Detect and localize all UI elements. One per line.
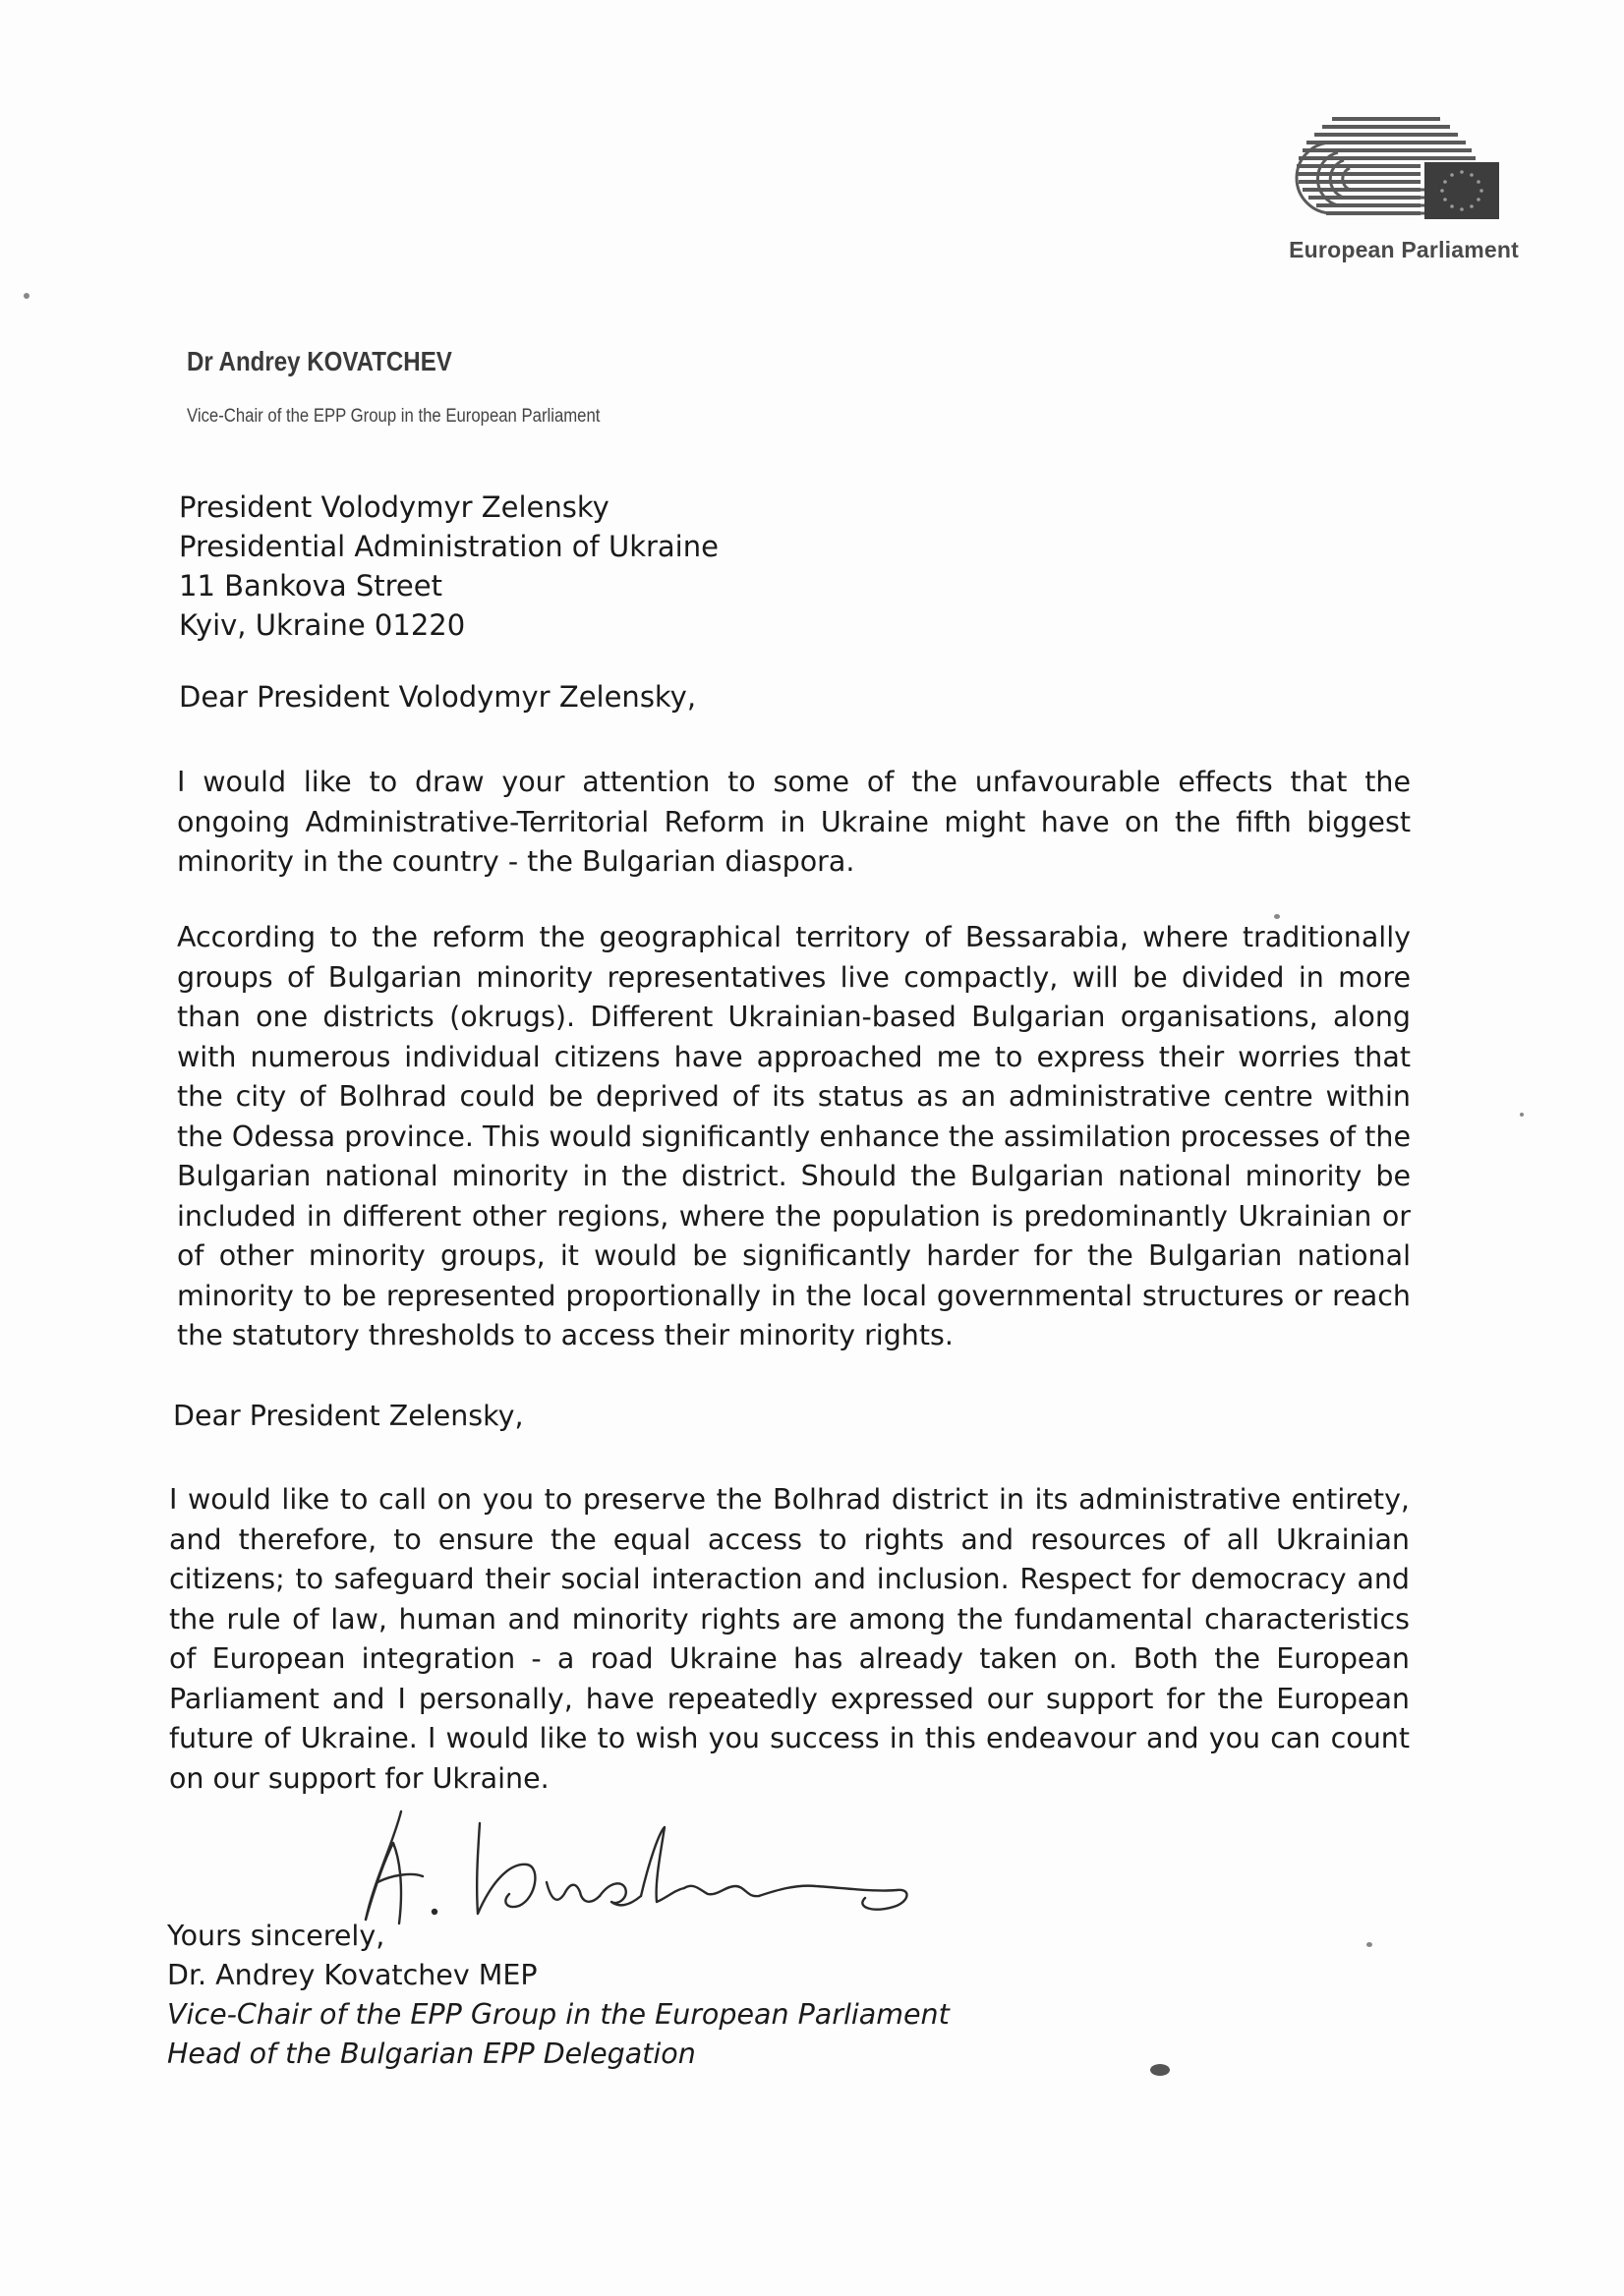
scan-speck (1150, 2064, 1170, 2076)
address-line: President Volodymyr Zelensky (179, 490, 609, 524)
hemicycle-flag-icon (1293, 113, 1509, 231)
european-parliament-logo (1283, 113, 1519, 270)
scan-speck (1520, 1113, 1524, 1117)
scan-speck (1274, 914, 1280, 919)
signatory-name: Dr. Andrey Kovatchev MEP (167, 1959, 538, 1991)
address-line: 11 Bankova Street (179, 569, 442, 603)
body-paragraph: I would like to draw your attention to some of the unfavourable effects that the ongoing Administrative-Territorial Reform in Ukraine might have on the fifth biggest minority in the country - the Bulgarian diaspora. (177, 766, 1411, 878)
address-line: Presidential Administration of Ukraine (179, 530, 719, 563)
salutation: Dear President Volodymyr Zelensky, (179, 680, 697, 714)
body-paragraph: According to the reform the geographical territory of Bessarabia, where traditionally groups of Bulgarian minority representatives live compactly, will be divided in more than one districts (okrugs). Different Ukrainian-based Bulgarian organisations, along with numerous individual citizens have approached me to express their worries that the city of Bolhrad could be deprived of its status as an administrative centre within the Odessa province. This would significantly enhance the assimilation processes of the Bulgarian national minority in the district. Should the Bulgarian national minority be included in different other regions, where the population is predominantly Ukrainian or of other minority groups, it would be significantly harder for the Bulgarian national minority to be represented proportionally in the local governmental structures or reach the statutory thresholds to access their minority rights. (177, 921, 1411, 1351)
scan-speck (1366, 1942, 1372, 1947)
handwritten-signature (354, 1804, 924, 1931)
signatory-role: Head of the Bulgarian EPP Delegation (167, 2038, 696, 2070)
recipient-address (179, 488, 719, 645)
scan-speck (24, 293, 29, 299)
address-line: Kyiv, Ukraine 01220 (179, 608, 466, 642)
salutation-second: Dear President Zelensky, (173, 1400, 524, 1432)
letterhead-organisation: European Parliament (1289, 237, 1519, 262)
sender-name: Dr Andrey KOVATCHEV (187, 346, 452, 376)
valediction: Yours sincerely, (167, 1920, 385, 1952)
signatory-role: Vice-Chair of the EPP Group in the European Parliament (167, 1998, 950, 2031)
body-paragraph: I would like to call on you to preserve the Bolhrad district in its administrative entirety, and therefore, to ensure the equal access to rights and resources of all Ukrainian citizens; to safeguard their social interaction and inclusion. Respect for democracy and the rule of law, human and minority rights are among the fundamental characteristics of European integration - a road Ukraine has already taken on. Both the European Parliament and I personally, have repeatedly expressed our support for the European future of Ukraine. I would like to wish you success in this endeavour and you can count on our support for Ukraine. (169, 1483, 1410, 1795)
sender-title: Vice-Chair of the EPP Group in the European Parliament (187, 406, 601, 427)
closing-block (167, 1917, 950, 2074)
